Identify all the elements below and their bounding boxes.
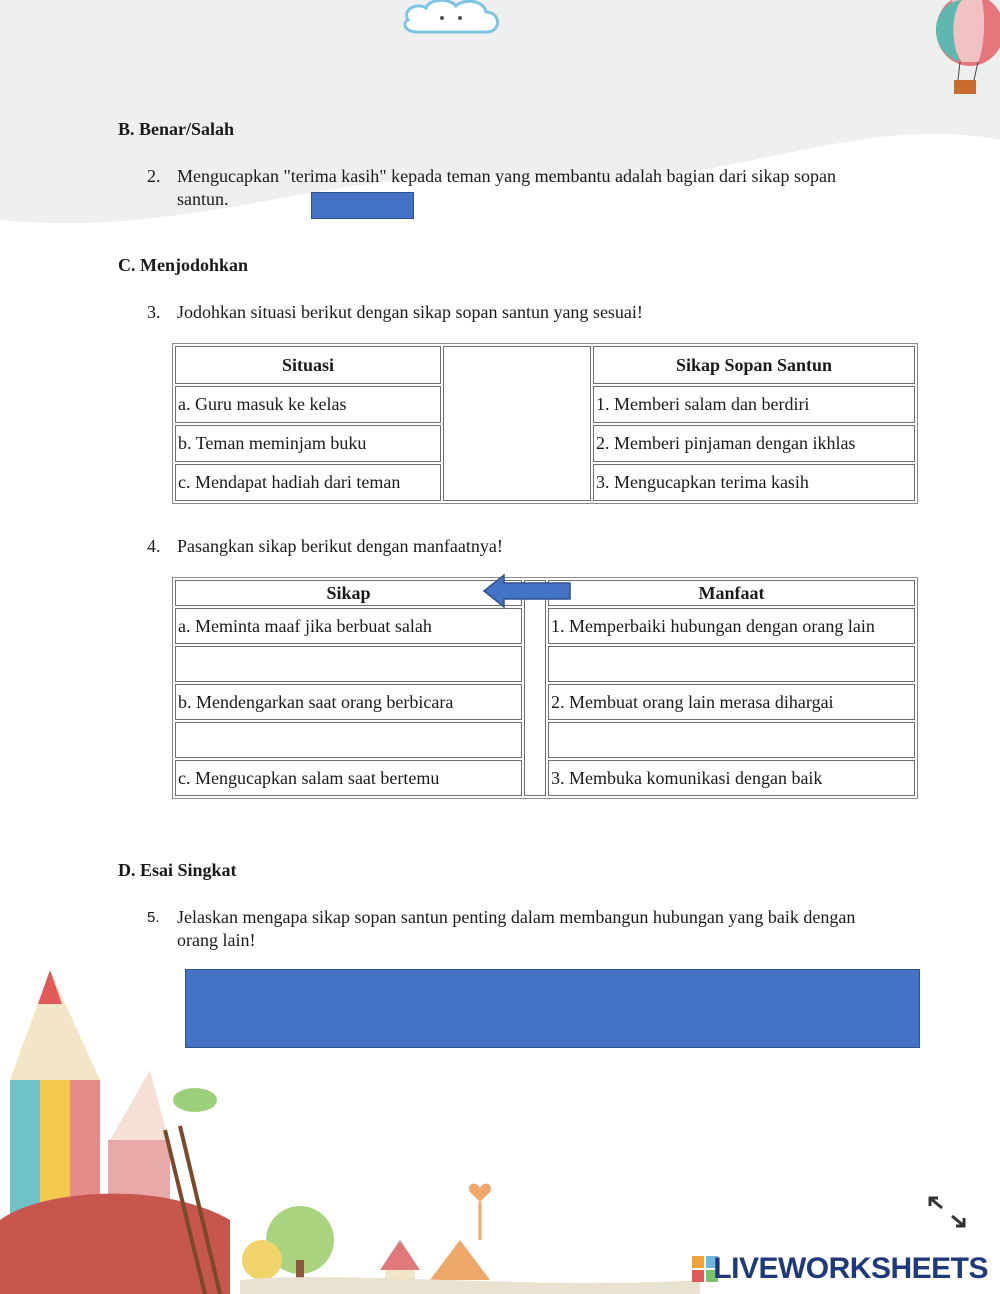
column-header-sikap-sopan-santun: Sikap Sopan Santun <box>593 346 915 384</box>
liveworksheets-logo: LIVEWORKSHEETS <box>713 1252 988 1285</box>
match-connector-area[interactable] <box>443 346 591 501</box>
town-illustration <box>240 1180 700 1294</box>
section-b-title: B. Benar/Salah <box>118 119 235 139</box>
match-right-item[interactable]: 1. Memberi salam dan berdiri <box>593 386 915 423</box>
column-header-sikap: Sikap <box>175 580 522 606</box>
match-right-item[interactable]: 2. Memberi pinjaman dengan ikhlas <box>593 425 915 462</box>
essay-answer-field[interactable] <box>185 969 920 1048</box>
empty-cell <box>175 646 522 682</box>
cloud-icon <box>398 0 508 40</box>
column-header-situasi: Situasi <box>175 346 441 384</box>
match-connector-area[interactable] <box>524 580 546 796</box>
match-right-item[interactable]: 3. Mengucapkan terima kasih <box>593 464 915 501</box>
left-arrow-icon[interactable] <box>482 573 574 609</box>
question-text: Pasangkan sikap berikut dengan manfaatnya! <box>177 536 503 556</box>
section-c-title: C. Menjodohkan <box>118 255 249 275</box>
column-header-manfaat: Manfaat <box>548 580 915 606</box>
section-d-title: D. Esai Singkat <box>118 860 237 880</box>
expand-icon[interactable] <box>928 1196 968 1228</box>
question-number: 4. <box>147 536 161 556</box>
pencil-illustration <box>0 960 260 1294</box>
true-false-answer-field[interactable] <box>311 192 414 219</box>
question-number: 5. <box>147 909 160 926</box>
question-text: Mengucapkan "terima kasih" kepada teman yang membantu adalah bagian dari sikap sopan santun. <box>177 166 836 209</box>
matching-table-2 <box>172 577 918 799</box>
question-text: Jodohkan situasi berikut dengan sikap sopan santun yang sesuai! <box>177 302 643 322</box>
match-left-item[interactable]: b. Teman meminjam buku <box>175 425 441 462</box>
empty-cell <box>175 722 522 758</box>
match-right-item[interactable]: 1. Memperbaiki hubungan dengan orang lain <box>548 608 915 644</box>
match-left-item[interactable]: b. Mendengarkan saat orang berbicara <box>175 684 522 720</box>
question-number: 2. <box>147 166 161 186</box>
match-left-item[interactable]: c. Mengucapkan salam saat bertemu <box>175 760 522 796</box>
match-left-item[interactable]: c. Mendapat hadiah dari teman <box>175 464 441 501</box>
question-text: Jelaskan mengapa sikap sopan santun penting dalam membangun hubungan yang baik dengan orang lain! <box>177 907 856 950</box>
match-right-item[interactable]: 2. Membuat orang lain merasa dihargai <box>548 684 915 720</box>
hot-air-balloon-icon <box>922 0 1000 100</box>
matching-table-1 <box>172 343 918 504</box>
match-left-item[interactable]: a. Guru masuk ke kelas <box>175 386 441 423</box>
match-left-item[interactable]: a. Meminta maaf jika berbuat salah <box>175 608 522 644</box>
empty-cell <box>548 722 915 758</box>
match-right-item[interactable]: 3. Membuka komunikasi dengan baik <box>548 760 915 796</box>
question-number: 3. <box>147 302 161 322</box>
empty-cell <box>548 646 915 682</box>
